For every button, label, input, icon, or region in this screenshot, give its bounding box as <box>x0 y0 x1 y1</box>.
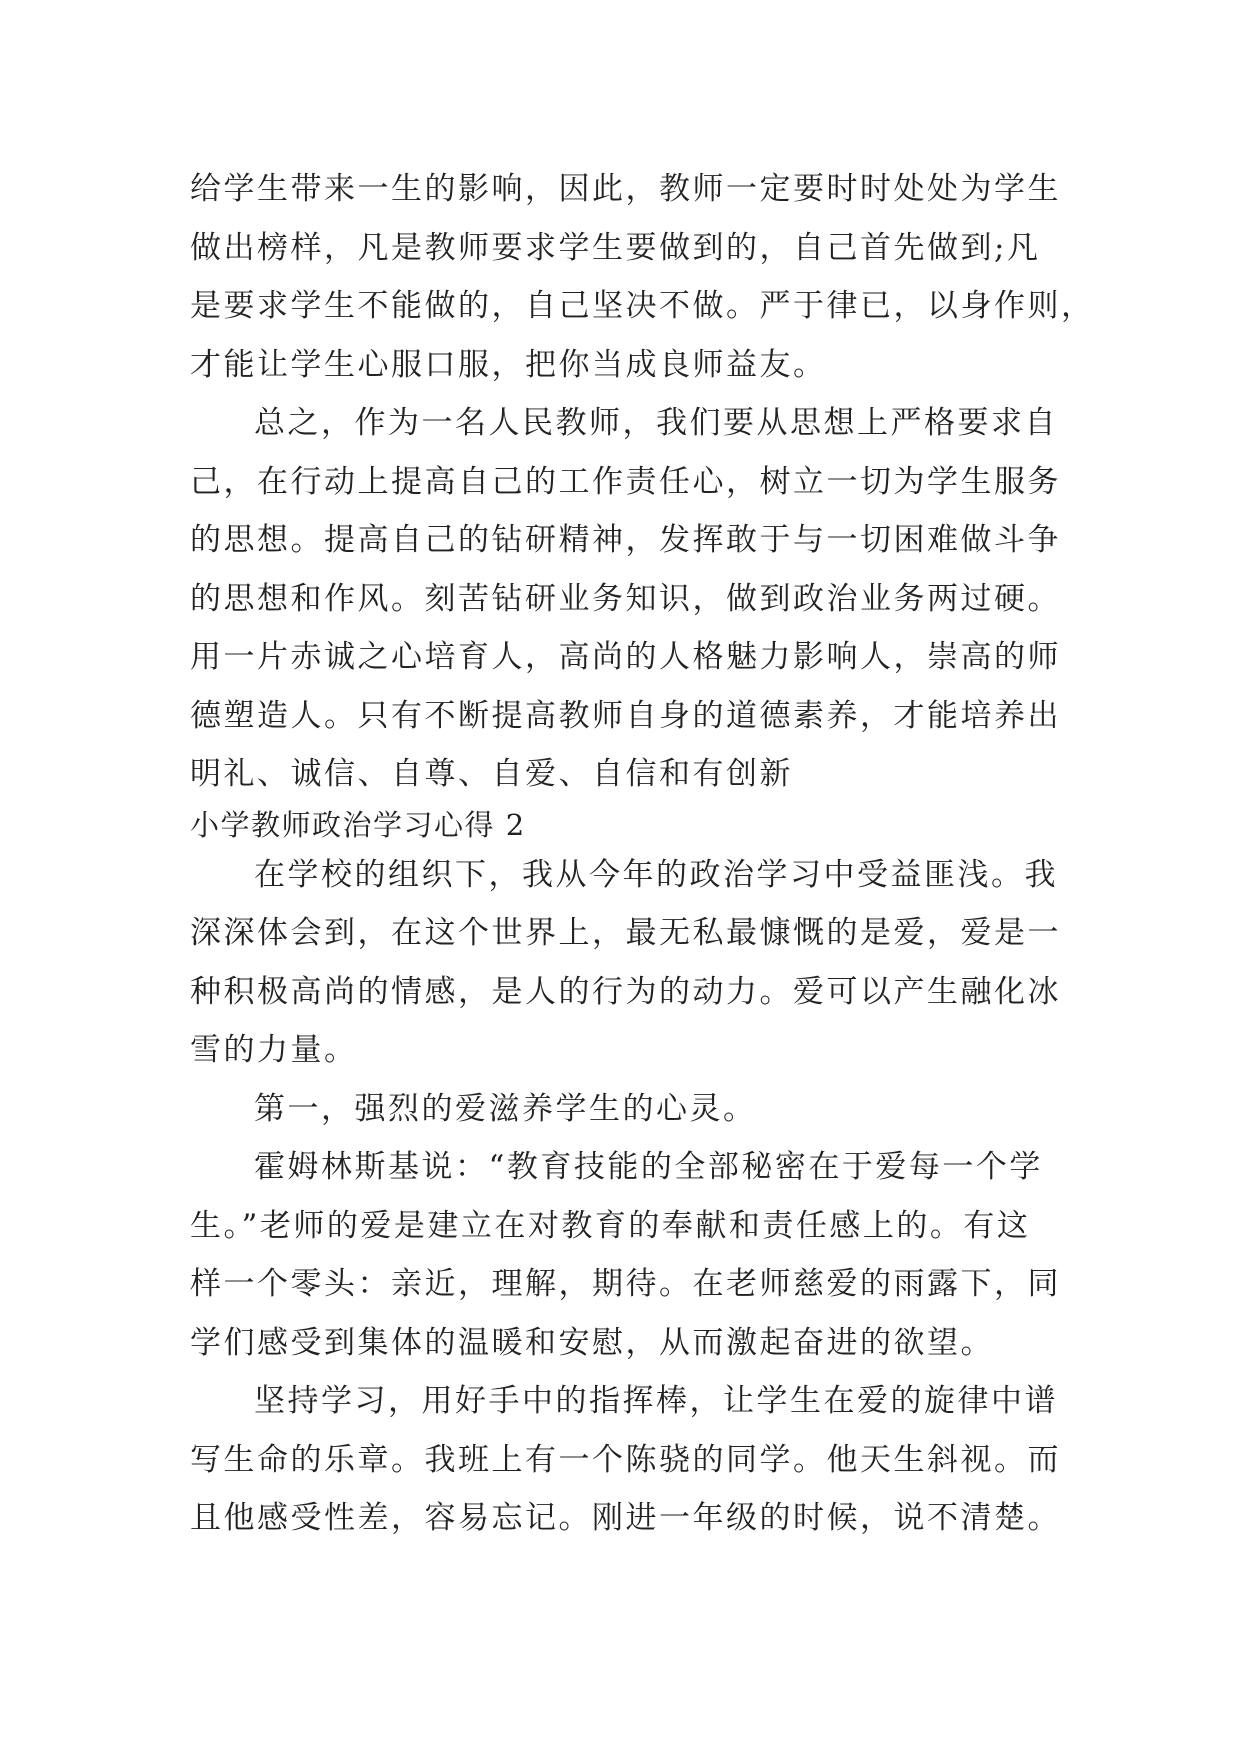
paragraph-line: 深深体会到，在这个世界上，最无私最慷慨的是爱，爱是一 <box>190 915 1061 951</box>
paragraph-line: 德塑造人。只有不断提高教师自身的道德素养，才能培养出 <box>190 697 1061 734</box>
paragraph-line: 的思想。提高自己的钻研精神，发挥敢于与一切困难做斗争 <box>190 522 1061 558</box>
paragraph-line: 坚持学习，用好手中的指挥棒，让学生在爱的旋律中谱 <box>254 1383 1058 1419</box>
paragraph-line: 做出榜样，凡是教师要求学生要做到的，自己首先做到;凡 <box>190 229 1041 266</box>
paragraph-line: 雪的力量。 <box>190 1032 358 1068</box>
paragraph-line: 种积极高尚的情感，是人的行为的动力。爱可以产生融化冰 <box>190 973 1061 1010</box>
paragraph <box>190 1138 1090 1372</box>
paragraph-line: 霍姆林斯基说：“教育技能的全部秘密在于爱每一个学 <box>254 1149 1043 1185</box>
paragraph-line: 写生命的乐章。我班上有一个陈骁的同学。他天生斜视。而 <box>190 1441 1061 1478</box>
paragraph <box>190 1372 1090 1548</box>
paragraph-line: 第一，强烈的爱滋养学生的心灵。 <box>254 1090 757 1127</box>
paragraph <box>190 1080 1090 1139</box>
paragraph-line: 生。”老师的爱是建立在对教育的奉献和责任感上的。有这 <box>190 1207 1031 1244</box>
paragraph-line: 总之，作为一名人民教师，我们要从思想上严格要求自 <box>254 405 1058 441</box>
paragraph <box>190 394 1090 804</box>
document-body <box>190 160 1095 1548</box>
paragraph-line: 在学校的组织下，我从今年的政治学习中受益匪浅。我 <box>254 856 1058 893</box>
paragraph-line: 学们感受到集体的温暖和安慰，从而激起奋进的欲望。 <box>190 1324 994 1361</box>
paragraph-line: 给学生带来一生的影响，因此，教师一定要时时处处为学生 <box>190 171 1061 207</box>
paragraph-line: 用一片赤诚之心培育人，高尚的人格魅力影响人，崇高的师 <box>190 639 1061 675</box>
section-heading: 小学教师政治学习心得 2 <box>190 807 526 842</box>
paragraph-line: 是要求学生不能做的，自己坚决不做。严于律已，以身作则， <box>190 288 1095 324</box>
paragraph-line: 样一个零头：亲近，理解，期待。在老师慈爱的雨露下，同 <box>190 1266 1061 1302</box>
paragraph <box>190 160 1095 394</box>
paragraph-line: 己，在行动上提高自己的工作责任心，树立一切为学生服务 <box>190 463 1061 500</box>
paragraph <box>190 846 1090 1080</box>
paragraph-line: 才能让学生心服口服，把你当成良师益友。 <box>190 346 827 383</box>
paragraph-line: 的思想和作风。刻苦钻研业务知识，做到政治业务两过硬。 <box>190 580 1061 617</box>
paragraph-line: 且他感受性差，容易忘记。刚进一年级的时候，说不清楚。 <box>190 1500 1061 1536</box>
paragraph-line: 明礼、诚信、自尊、自爱、自信和有创新 <box>190 756 793 792</box>
